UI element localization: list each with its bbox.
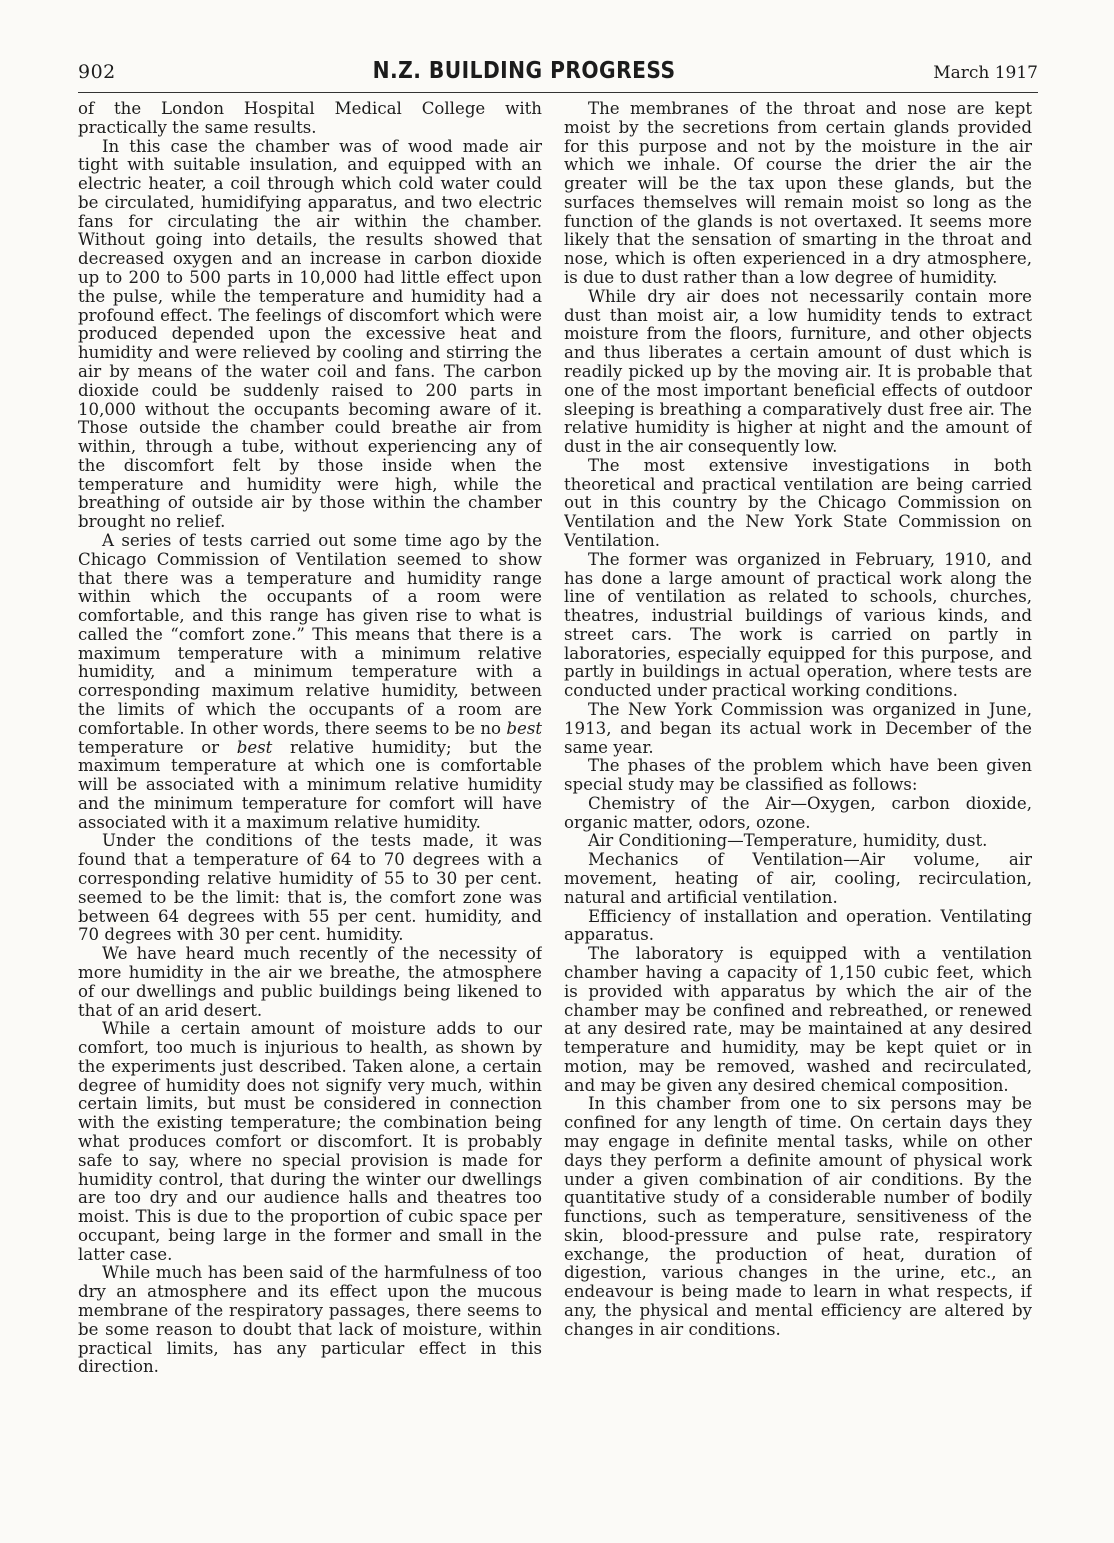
paragraph: The membranes of the throat and nose are kept moist by the secretions from certain glands provided for this purpose and not by the moisture in the air which we inhale. Of course the drier the air the greater will be the tax upon these glands, but the surfaces themselves will remain moist so long as the function of the glands is not overtaxed. It seems more likely that the sensation of smarting in the throat and nose, which is often experienced in a dry atmosphere, is due to dust rather than a low degree of humidity. [564, 100, 1032, 288]
text-run: temperature or [78, 737, 220, 757]
paragraph: of the London Hospital Medical College with practically the same results. [78, 100, 542, 137]
paragraph: The phases of the problem which have been given special study may be classified as follows: [564, 756, 1032, 795]
paragraph: The former was organized in February, 1910, and has done a large amount of practical work along the line of ventilation as related to schools, churches, theatres, industrial buildings of various kinds, and street cars. The work is carried on partly in laboratories, especially equipped for this purpose, and partly in buildings in actual operation, where tests are conducted under practical working conditions. [564, 549, 1032, 701]
paragraph: While a certain amount of moisture adds to our comfort, too much is injurious to health, as shown by the experiments just described. Taken alone, a certain degree of humidity does not signify very much, within certain limits, but must be considered in connection with the existing temperature; the combination being what produces comfort or discomfort. It is probably safe to say, where no special provision is made for humidity control, that during the winter our dwellings are too dry and our audience halls and theatres too moist. This is due to the proportion of cubic space per occupant, being large in the former and small in the latter case. [78, 1019, 542, 1264]
publication-title: N.Z. BUILDING PROGRESS [373, 58, 676, 84]
paragraph: Mechanics of Ventilation—Air volume, air movement, heating of air, cooling, recirculation, natural and artificial ventilation. [564, 850, 1032, 907]
paragraph: The New York Commission was organized in June, 1913, and began its actual work in December of the same year. [564, 700, 1032, 757]
paragraph: Efficiency of installation and operation. Ventilating apparatus. [564, 906, 1032, 945]
paragraph: In this chamber from one to six persons may be confined for any length of time. On certain days they may engage in definite mental tasks, while on other days they perform a definite amount of physical work under a given combination of air conditions. By the quantitative study of a considerable number of bodily functions, such as temperature, sensitiveness of the skin, blood-pressure and pulse rate, respiratory exchange, the production of heat, duration of digestion, various changes in the urine, etc., an endeavour is being made to learn in what respects, if any, the physical and mental efficiency are altered by changes in air conditions. [564, 1094, 1032, 1339]
page-number: 902 [78, 61, 116, 83]
text-run: relative humidity; but the maximum temperature at which one is comfortable will be associated with a minimum relative humidity and the minimum temperature for comfort will have associated with it a maximum relative humidity. [78, 737, 542, 832]
italic-text: best [236, 737, 273, 757]
paragraph: The most extensive investigations in both theoretical and practical ventilation are being carried out in this country by the Chicago Commission on Ventilation and the New York State Commission on Ventilation. [564, 455, 1032, 550]
left-column [78, 100, 542, 1515]
paragraph: While dry air does not necessarily contain more dust than moist air, a low humidity tends to extract moisture from the floors, furniture, and other objects and thus liberates a certain amount of dust which is readily picked up by the moving air. It is probable that one of the most important beneficial effects of outdoor sleeping is breathing a comparatively dust free air. The relative humidity is higher at night and the amount of dust in the air consequently low. [564, 286, 1032, 457]
text-run: A series of tests carried out some time ago by the Chicago Commission of Ventilation seemed to show that there was a temperature and humidity range within which the occupants of a room were comfortable, and this range has given rise to what is called the “comfort zone.” This means that there is a maximum temperature with a minimum relative humidity, and a minimum temperature with a corresponding maximum relative humidity, between the limits of which the occupants of a room are comfortable. In other words, there seems to be no [78, 530, 542, 738]
page-header [78, 58, 1038, 92]
paragraph: Air Conditioning—Temperature, humidity, dust. [588, 831, 988, 851]
paragraph: While much has been said of the harmfulness of too dry an atmosphere and its effect upon the mucous membrane of the respiratory passages, there seems to be some reason to doubt that lack of moisture, within practical limits, has any particular effect in this direction. [78, 1263, 542, 1377]
paragraph: The laboratory is equipped with a ventilation chamber having a capacity of 1,150 cubic feet, which is provided with apparatus by which the air of the chamber may be confined and rebreathed, or renewed at any desired rate, may be maintained at any desired temperature and humidity, may be kept quiet or in motion, may be removed, washed and recirculated, and may be given any desired chemical composition. [564, 944, 1032, 1095]
header-rule [78, 92, 1038, 93]
italic-text: best [506, 718, 542, 738]
paragraph: In this case the chamber was of wood made air tight with suitable insulation, and equipped with an electric heater, a coil through which cold water could be circulated, humidifying apparatus, and two electric fans for circulating the air within the chamber. Without going into details, the results showed that decreased oxygen and an increase in carbon dioxide up to 200 to 500 parts in 10,000 had little effect upon the pulse, while the temperature and humidity had a profound effect. The feelings of discomfort which were produced depended upon the excessive heat and humidity and were relieved by cooling and stirring the air by means of the water coil and fans. The carbon dioxide could be suddenly raised to 200 parts in 10,000 without the occupants becoming aware of it. Those outside the chamber could breathe air from within, through a tube, without experiencing any of the discomfort felt by those inside when the temperature and humidity were high, while the breathing of outside air by those within the chamber brought no relief. [78, 136, 542, 532]
issue-date: March 1917 [933, 63, 1038, 83]
paragraph: Under the conditions of the tests made, it was found that a temperature of 64 to 70 degrees with a corresponding relative humidity of 55 to 30 per cent. seemed to be the limit: that is, the comfort zone was between 64 degrees with 55 per cent. humidity, and 70 degrees with 30 per cent. humidity. [78, 831, 542, 945]
paragraph [78, 532, 542, 833]
paragraph: We have heard much recently of the necessity of more humidity in the air we breathe, the atmosphere of our dwellings and public buildings being likened to that of an arid desert. [78, 944, 542, 1020]
right-column [564, 100, 1032, 1515]
paragraph: Chemistry of the Air—Oxygen, carbon dioxide, organic matter, odors, ozone. [564, 793, 1032, 832]
